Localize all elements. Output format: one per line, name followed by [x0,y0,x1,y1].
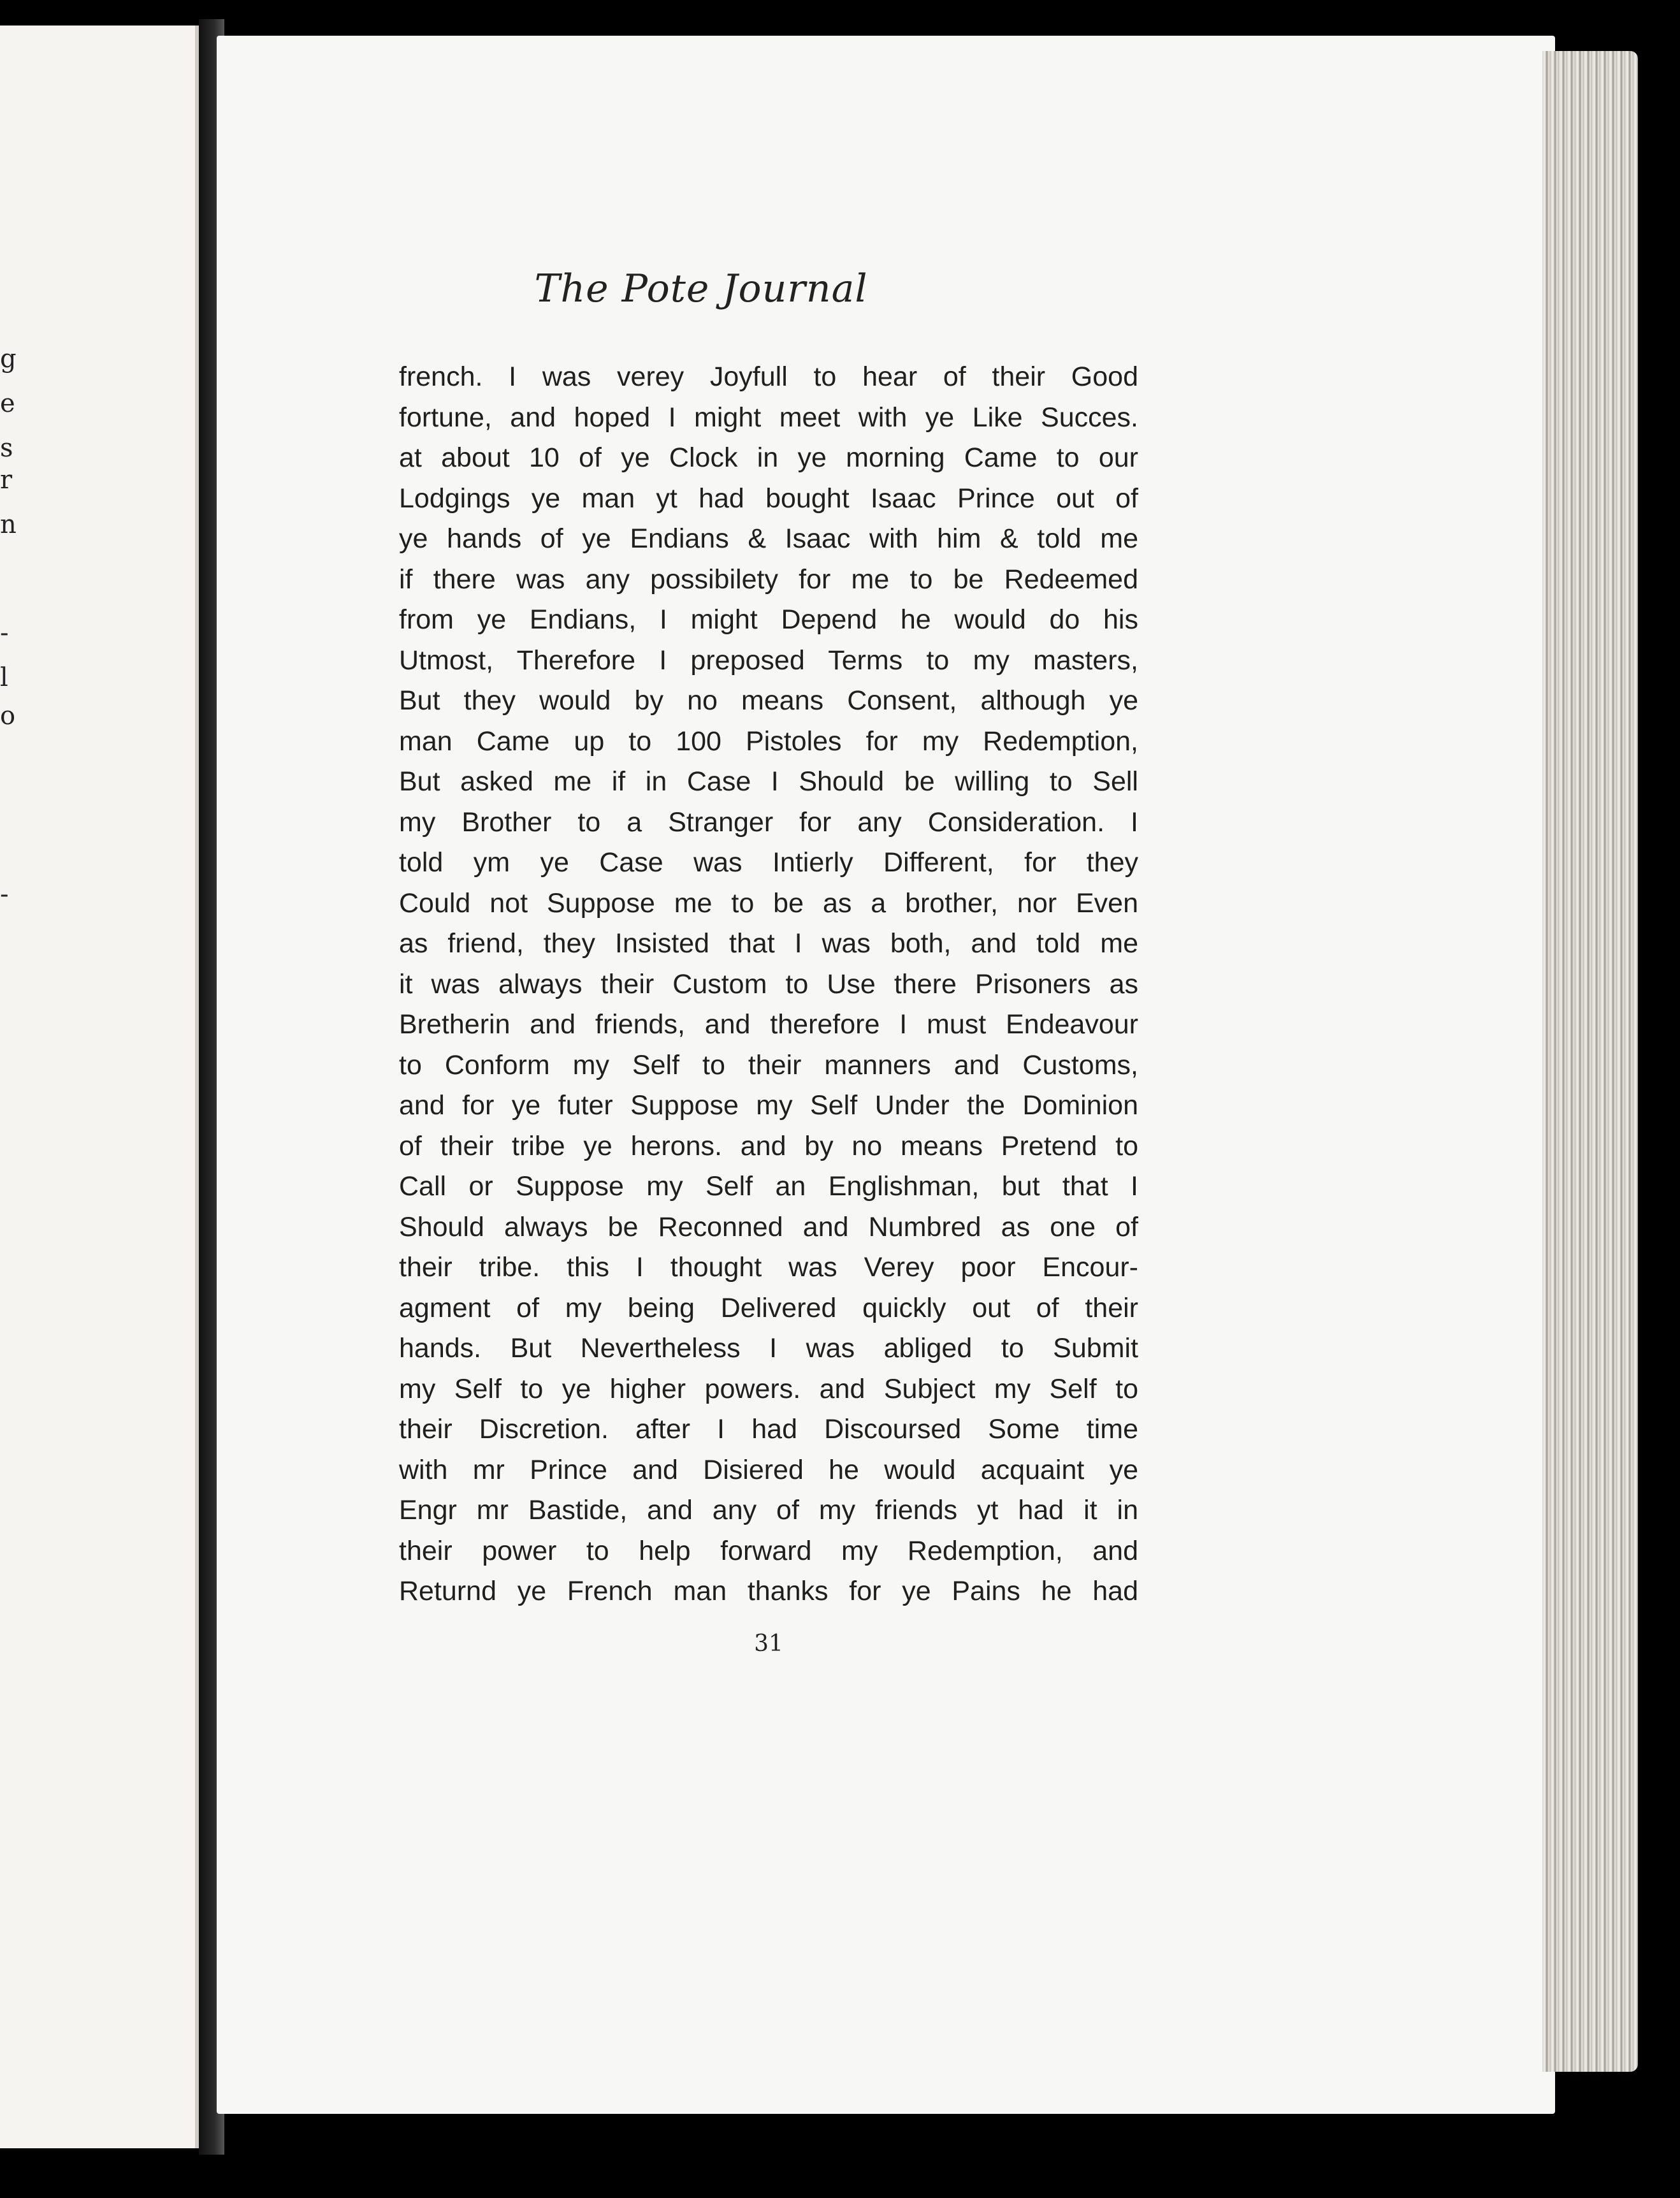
left-page-bleed-letter: s [0,433,13,463]
left-page-bleed-letter: e [0,389,15,418]
text-line: to Conform my Self to their manners and Customs, [399,1049,1138,1081]
page-block-edges [1542,51,1638,2072]
text-line: as friend, they Insisted that I was both, and told me [399,928,1138,959]
left-page-bleed-letter: r [0,465,13,495]
body-text [399,357,1138,1612]
text-line: But asked me if in Case I Should be willing to Sell [399,766,1138,797]
text-line: ye hands of ye Endians & Isaac with him & told me [399,523,1138,554]
text-line: Lodgings ye man yt had bought Isaac Prince out of [399,483,1138,514]
text-line: their power to help forward my Redemption, and [399,1535,1138,1566]
text-line: hands. But Nevertheless I was abliged to Submit [399,1333,1138,1364]
text-line: from ye Endians, I might Depend he would do his [399,604,1138,635]
text-line: But they would by no means Consent, although ye [399,685,1138,716]
text-line: Could not Suppose me to be as a brother, nor Even [399,887,1138,919]
text-line: their tribe. this I thought was Verey poor Encour- [399,1252,1138,1283]
left-page-bleed-letter: l [0,663,8,692]
text-line: my Self to ye higher powers. and Subject my Self to [399,1373,1138,1404]
text-line: it was always their Custom to Use there Prisoners as [399,968,1138,1000]
left-page-bleed-letter: o [0,701,16,731]
text-line: at about 10 of ye Clock in ye morning Came to our [399,442,1138,473]
left-page-bleed-letter: n [0,510,17,539]
text-line: agment of my being Delivered quickly out of their [399,1292,1138,1323]
text-line: Bretherin and friends, and therefore I must Endeavour [399,1009,1138,1040]
text-line: french. I was verey Joyfull to hear of their Good [399,361,1138,392]
text-line: Engr mr Bastide, and any of my friends yt had it in [399,1495,1138,1525]
text-line: told ym ye Case was Intierly Different, for they [399,847,1138,878]
text-line: Call or Suppose my Self an Englishman, but that I [399,1171,1138,1202]
left-page-edge [0,25,199,2148]
left-page-bleed-letter: - [0,618,9,648]
page-number: 31 [754,1631,783,1657]
running-head: The Pote Journal [534,266,868,311]
text-line: Returnd ye French man thanks for ye Pains he had [399,1576,1138,1606]
text-line: of their tribe ye herons. and by no means Pretend to [399,1130,1138,1161]
text-line: with mr Prince and Disiered he would acquaint ye [399,1454,1138,1485]
text-line: if there was any possibilety for me to be Redeemed [399,564,1138,595]
text-line: Utmost, Therefore I preposed Terms to my masters, [399,644,1138,676]
left-page-bleed-letter: - [0,880,9,909]
text-line: their Discretion. after I had Discoursed Some time [399,1414,1138,1445]
text-line: fortune, and hoped I might meet with ye Like Succes. [399,402,1138,433]
text-line: Should always be Reconned and Numbred as one of [399,1211,1138,1242]
text-line: and for ye futer Suppose my Self Under the Dominion [399,1090,1138,1121]
left-page-bleed-letter: g [0,344,17,374]
text-line: man Came up to 100 Pistoles for my Redemption, [399,725,1138,757]
text-line: my Brother to a Stranger for any Consideration. I [399,806,1138,838]
